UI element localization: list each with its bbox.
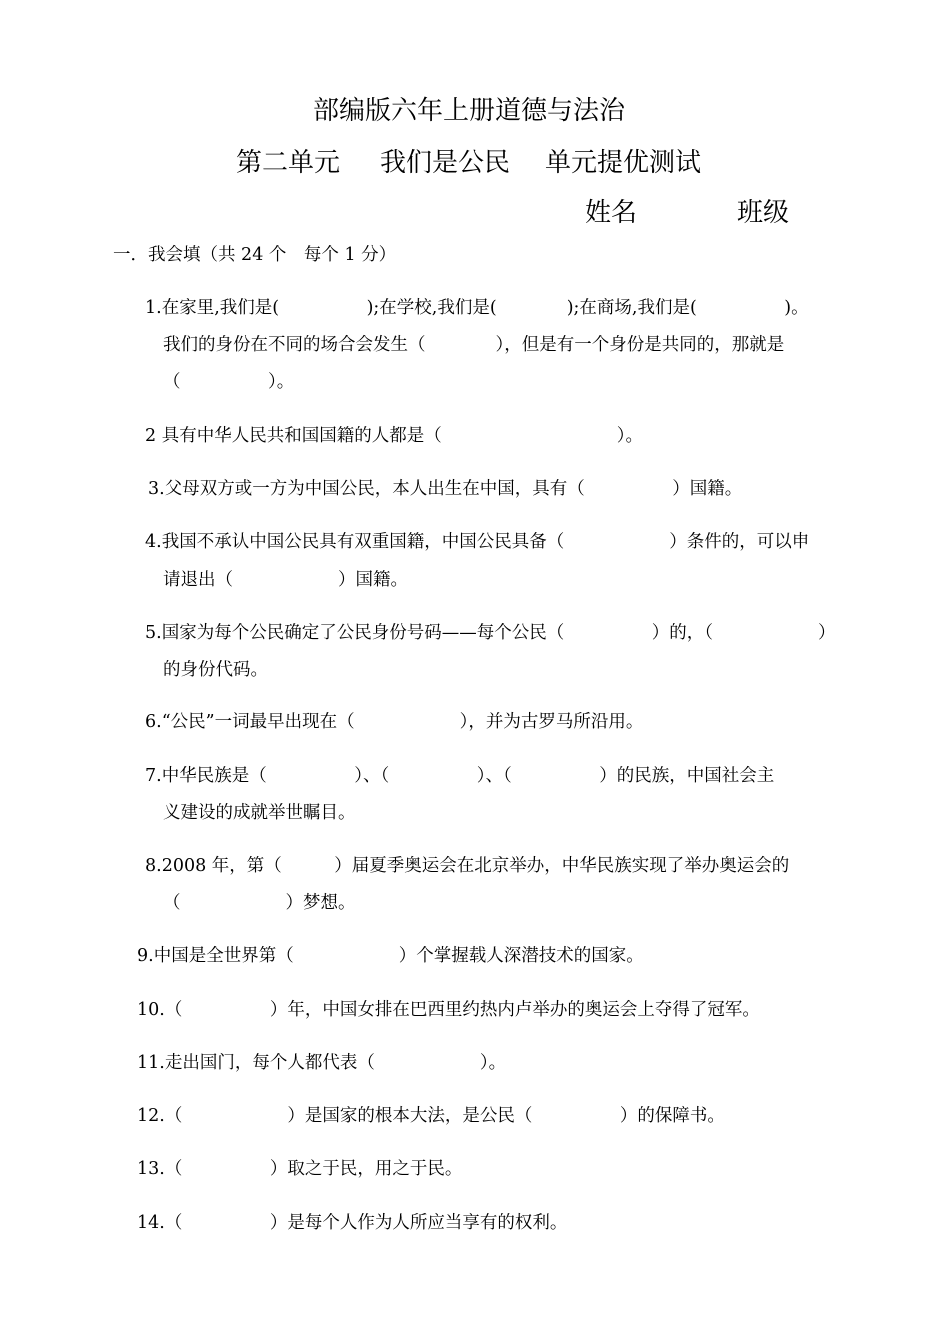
question-1-line-2: 我们的身份在不同的场合会发生（ ），但是有一个身份是共同的，那就是 [163, 335, 785, 355]
question-11: 11.走出国门，每个人都代表（ ）。 [137, 1053, 507, 1073]
question-1-line-1: 1.在家里,我们是( );在学校,我们是( );在商场,我们是( )。 [145, 298, 809, 318]
question-7-line-1: 7.中华民族是（ ）、（ ）、（ ）的民族，中国社会主 [145, 766, 775, 786]
subtitle-test: 单元提优测试 [545, 148, 702, 178]
question-2: 2 具有中华人民共和国国籍的人都是（ ）。 [145, 426, 643, 446]
question-3: 3.父母双方或一方为中国公民，本人出生在中国，具有（ ）国籍。 [148, 479, 743, 499]
page-title: 部编版六年上册道德与法治 [313, 96, 626, 126]
question-6: 6.“公民”一词最早出现在（ ），并为古罗马所沿用。 [145, 712, 644, 732]
question-5-line-2: 的身份代码。 [163, 660, 268, 680]
class-label: 班级 [737, 198, 790, 228]
question-9: 9.中国是全世界第（ ）个掌握载人深潜技术的国家。 [137, 946, 644, 966]
subtitle-topic: 我们是公民 [380, 148, 511, 178]
question-14: 14.（ ）是每个人作为人所应当享有的权利。 [137, 1213, 568, 1233]
question-7-line-2: 义建设的成就举世瞩目。 [163, 803, 356, 823]
question-10: 10.（ ）年，中国女排在巴西里约热内卢举办的奥运会上夺得了冠军。 [137, 1000, 760, 1020]
question-13: 13.（ ）取之于民，用之于民。 [137, 1159, 463, 1179]
section-heading: 一．我会填（共 24 个 每个 1 分） [113, 245, 397, 265]
question-1-line-3: （ ）。 [163, 372, 295, 392]
question-4-line-1: 4.我国不承认中国公民具有双重国籍，中国公民具备（ ）条件的，可以申 [145, 532, 810, 552]
question-8-line-2: （ ）梦想。 [163, 893, 356, 913]
question-8-line-1: 8.2008 年，第（ ）届夏季奥运会在北京举办，中华民族实现了举办奥运会的 [145, 856, 790, 876]
question-12: 12.（ ）是国家的根本大法，是公民（ ）的保障书。 [137, 1106, 725, 1126]
question-4-line-2: 请退出（ ）国籍。 [163, 570, 408, 590]
name-label: 姓名 [585, 198, 638, 228]
subtitle-unit: 第二单元 [236, 148, 341, 178]
question-5-line-1: 5.国家为每个公民确定了公民身份号码——每个公民（ ）的，（ ） [145, 623, 836, 643]
